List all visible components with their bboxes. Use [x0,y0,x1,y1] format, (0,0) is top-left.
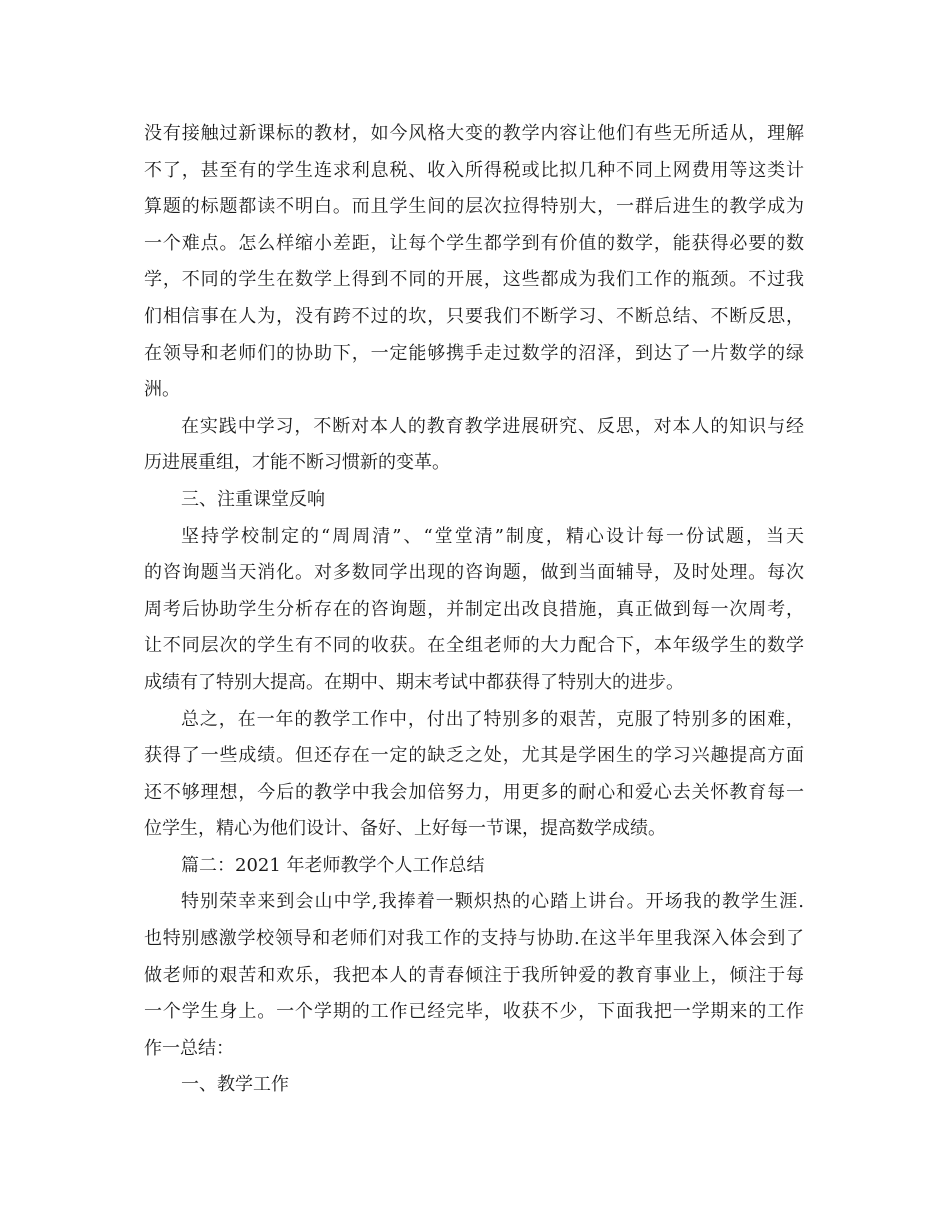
text-line: 算题的标题都读不明白。而且学生间的层次拉得特别大，一群后进生的教学成为 [144,196,804,218]
text-line: 在实践中学习，不断对本人的教育教学进展研究、反思，对本人的知识与经 [181,415,804,437]
text-line: 周考后协助学生分析存在的咨询题，并制定出改良措施，真正做到每一次周考， [144,598,804,620]
text-line: 坚持学校制定的“周周清”、“堂堂清”制度，精心设计每一份试题，当天 [181,525,804,547]
text-line: 学，不同的学生在数学上得到不同的开展，这些都成为我们工作的瓶颈。不过我 [144,269,804,291]
text-line: 不了，甚至有的学生连求利息税、收入所得税或比拟几种不同上网费用等这类计 [144,159,804,181]
text-line: 成绩有了特别大提高。在期中、期末考试中都获得了特别大的进步。 [144,671,684,693]
text-line: 的咨询题当天消化。对多数同学出现的咨询题，做到当面辅导，及时处理。每次 [144,562,804,584]
text-line: 也特别感激学校领导和老师们对我工作的支持与协助.在这半年里我深入体会到了 [144,928,804,950]
text-line: 特别荣幸来到会山中学,我捧着一颗炽热的心踏上讲台。开场我的教学生涯. [181,891,804,913]
text-line: 总之，在一年的教学工作中，付出了特别多的艰苦，克服了特别多的困难， [181,708,804,730]
text-line: 获得了一些成绩。但还存在一定的缺乏之处，尤其是学困生的学习兴趣提高方面 [144,745,804,767]
text-line: 们相信事在人为，没有跨不过的坎，只要我们不断学习、不断总结、不断反思， [144,305,804,327]
text-line: 历进展重组，才能不断习惯新的变革。 [144,452,450,474]
text-line: 在领导和老师们的协助下，一定能够携手走过数学的沼泽，到达了一片数学的绿 [144,342,804,364]
text-line: 三、注重课堂反响 [181,488,325,510]
text-line: 还不够理想，今后的教学中我会加倍努力，用更多的耐心和爱心去关怀教育每一 [144,781,804,803]
text-line: 位学生，精心为他们设计、备好、上好每一节课，提高数学成绩。 [144,818,666,840]
text-line: 让不同层次的学生有不同的收获。在全组老师的大力配合下，本年级学生的数学 [144,635,804,657]
text-line: 洲。 [144,379,180,401]
text-line: 一、教学工作 [181,1074,289,1096]
text-line: 篇二：2021 年老师教学个人工作总结 [181,854,485,876]
text-line: 没有接触过新课标的教材，如今风格大变的教学内容让他们有些无所适从，理解 [144,123,804,144]
text-line: 作一总结： [144,1037,234,1059]
text-line: 一个难点。怎么样缩小差距，让每个学生都学到有价值的数学，能获得必要的数 [144,232,804,254]
document-body [144,116,804,1104]
text-line: 做老师的艰苦和欢乐，我把本人的青春倾注于我所钟爱的教育事业上，倾注于每 [144,964,804,986]
text-line: 一个学生身上。一个学期的工作已经完毕，收获不少，下面我把一学期来的工作 [144,1001,804,1023]
